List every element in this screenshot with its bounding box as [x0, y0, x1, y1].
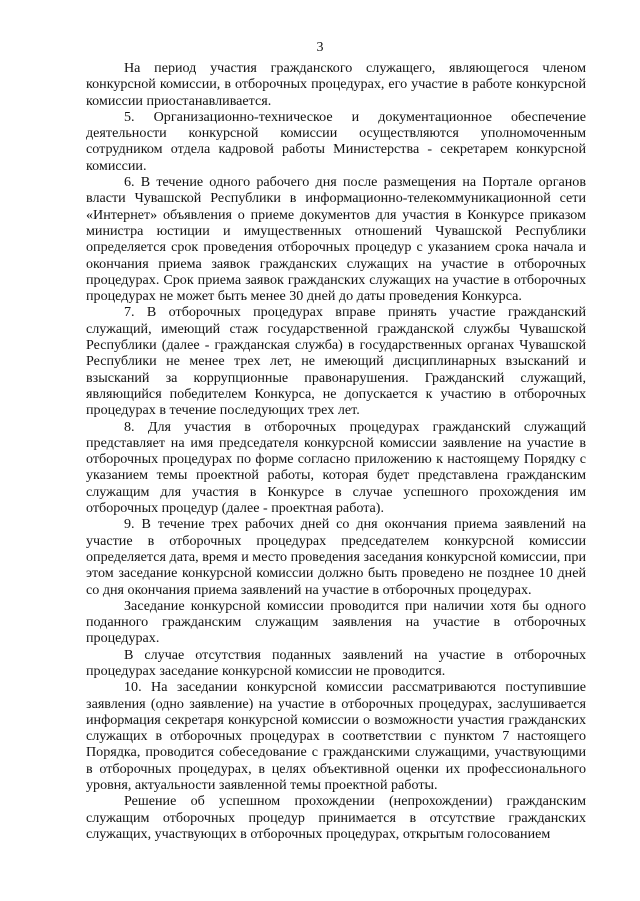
document-body	[86, 60, 586, 842]
paragraph-decision: Решение об успешном прохождении (непрохождении) гражданским служащим отборочных процедур принимается в отсутствие гражданских служащих, участвующих в отборочных процедурах, открытым голосованием	[86, 793, 586, 842]
paragraph-item-8: 8. Для участия в отборочных процедурах гражданский служащий представляет на имя председателя конкурсной комиссии заявление на участие в отборочных процедурах по форме согласно приложению к настоящему Порядку с указанием темы проектной работы, которая будет представлена гражданским служащим для участия в Конкурсе в случае успешного прохождения им отборочных процедур (далее - проектная работа).	[86, 418, 586, 517]
page-number: 3	[316, 40, 324, 55]
paragraph-item-9: 9. В течение трех рабочих дней со дня окончания приема заявлений на участие в отборочных процедурах председателем конкурсной комиссии определяется дата, время и место проведения заседания конкурсной комиссии, при этом заседание конкурсной комиссии должно быть проведено не позднее 10 дней со дня окончания приема заявлений на участие в отборочных процедурах.	[86, 516, 586, 598]
paragraph-meeting-quorum: Заседание конкурсной комиссии проводится при наличии хотя бы одного поданного гражданским служащим заявления на участие в отборочных процедурах.	[86, 597, 586, 647]
paragraph-suspension: На период участия гражданского служащего, являющегося членом конкурсной комиссии, в отборочных процедурах, его участие в работе конкурсной комиссии приостанавливается.	[86, 60, 586, 109]
paragraph-no-applications: В случае отсутствия поданных заявлений на участие в отборочных процедурах заседание конкурсной комиссии не проводится.	[86, 646, 586, 679]
paragraph-item-7: 7. В отборочных процедурах вправе принять участие гражданский служащий, имеющий стаж государственной гражданской службы Чувашской Республики (далее - гражданская служба) в государственных органах Чувашской Республики не менее трех лет, не имеющий дисциплинарных взысканий и взысканий за коррупционные правонарушения. Гражданский служащий, являющийся победителем Конкурса, не допускается к участию в отборочных процедурах в течение последующих трех лет.	[86, 304, 586, 419]
paragraph-item-6: 6. В течение одного рабочего дня после размещения на Портале органов власти Чувашской Республики в информационно-телекоммуникационной сети «Интернет» объявления о приеме документов для участия в Конкурсе приказом министра юстиции и имущественных отношений Чувашской Республики определяется срок проведения отборочных процедур с указанием срока начала и окончания приема заявок гражданских служащих на участие в отборочных процедурах. Срок приема заявок гражданских служащих на участие в отборочных процедурах не может быть менее 30 дней до даты проведения Конкурса.	[86, 174, 586, 305]
paragraph-item-5: 5. Организационно-техническое и документационное обеспечение деятельности конкурсной комиссии осуществляются уполномоченным сотрудником отдела кадровой работы Министерства - секретарем конкурсной комиссии.	[86, 108, 586, 174]
paragraph-item-10: 10. На заседании конкурсной комиссии рассматриваются поступившие заявления (одно заявление) на участие в отборочных процедурах, заслушивается информация секретаря конкурсной комиссии о возможности участия гражданских служащих в отборочных процедурах в соответствии с пунктом 7 настоящего Порядка, проводится собеседование с гражданскими служащими, участвующими в отборочных процедурах, в целях объективной оценки их профессионального уровня, актуальности заявленной темы проектной работы.	[86, 679, 586, 794]
